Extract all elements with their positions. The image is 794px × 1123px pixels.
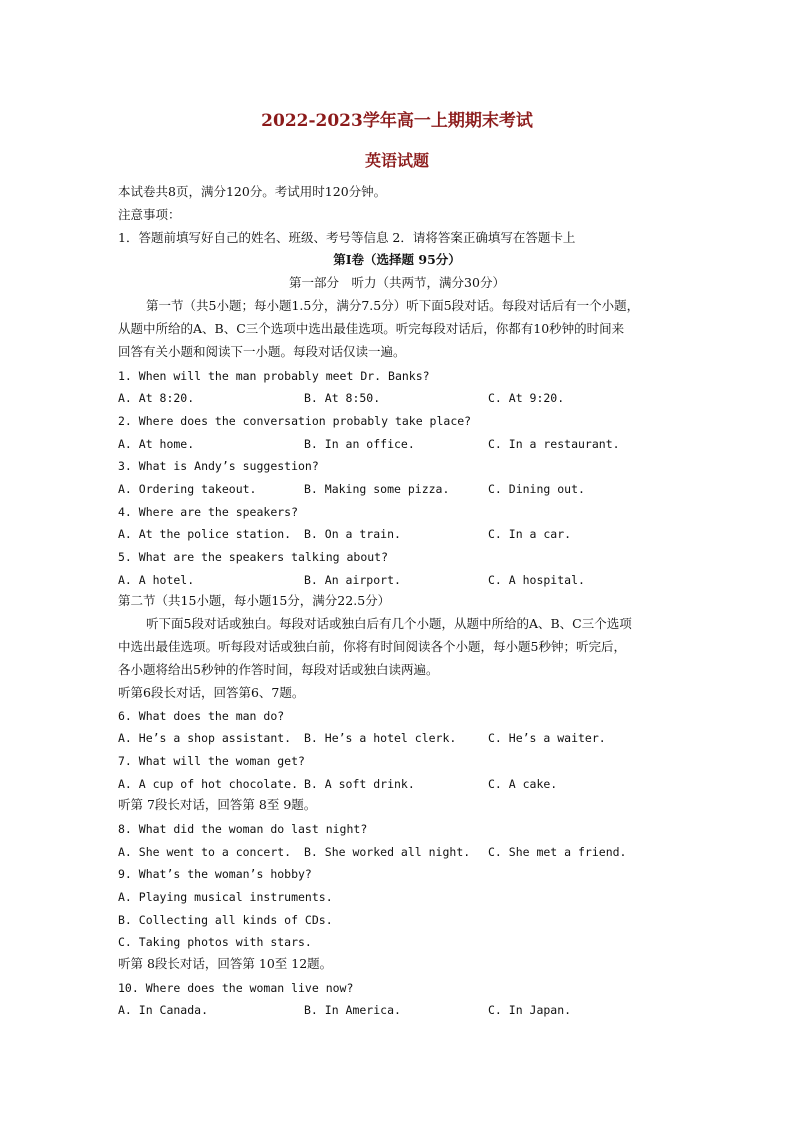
q1-option-c: C. At 9:20.: [488, 391, 565, 405]
notes-label: 注意事项：: [118, 207, 181, 222]
question-2: 2. Where does the conversation probably take place?: [118, 414, 472, 428]
q10-option-c: C. In Japan.: [488, 1003, 572, 1017]
q3-option-b: B. Making some pizza.: [304, 482, 450, 496]
exam-info-line: 本试卷共8页，满分120分。考试用时120分钟。: [118, 184, 387, 199]
q5-option-c: C. A hospital.: [488, 573, 585, 587]
q9-option-a: A. Playing musical instruments.: [118, 890, 333, 904]
question-3: 3. What is Andy’s suggestion?: [118, 459, 319, 473]
dialogue-6-heading: 听第6段长对话，回答第6、7题。: [118, 685, 305, 700]
q2-option-a: A. At home.: [118, 437, 195, 451]
notes-text: 1．答题前填写好自己的姓名、班级、考号等信息 2．请将答案正确填写在答题卡上: [118, 230, 576, 245]
q6-option-b: B. He’s a hotel clerk.: [304, 731, 457, 745]
q7-option-a: A. A cup of hot chocolate.: [118, 777, 299, 791]
section2-instructions-1: 听下面5段对话或独白。每段对话或独白后有几个小题，从题中所给的A、B、C三个选项: [146, 616, 632, 631]
q5-option-a: A. A hotel.: [118, 573, 195, 587]
question-8: 8. What did the woman do last night?: [118, 822, 368, 836]
q8-option-b: B. She worked all night.: [304, 845, 471, 859]
volume1-title: 第Ⅰ卷（选择题 95分）: [333, 252, 461, 267]
q8-option-a: A. She went to a concert.: [118, 845, 292, 859]
q1-option-b: B. At 8:50.: [304, 391, 381, 405]
q6-option-c: C. He’s a waiter.: [488, 731, 606, 745]
q7-option-b: B. A soft drink.: [304, 777, 415, 791]
q3-option-a: A. Ordering takeout.: [118, 482, 257, 496]
section1-instructions-2: 从题中所给的A、B、C三个选项中选出最佳选项。听完每段对话后，你都有10秒钟的时间来: [118, 321, 625, 336]
q4-option-c: C. In a car.: [488, 527, 572, 541]
q8-option-c: C. She met a friend.: [488, 845, 627, 859]
section1-instructions-1: 第一节（共5小题；每小题1.5分，满分7.5分）听下面5段对话。每段对话后有一个小题，: [146, 298, 640, 313]
question-4: 4. Where are the speakers?: [118, 505, 299, 519]
q6-option-a: A. He’s a shop assistant.: [118, 731, 292, 745]
question-6: 6. What does the man do?: [118, 709, 285, 723]
q10-option-a: A. In Canada.: [118, 1003, 209, 1017]
q4-option-b: B. On a train.: [304, 527, 401, 541]
section1-instructions-3: 回答有关小题和阅读下一小题。每段对话仅读一遍。: [118, 344, 406, 359]
part1-title: 第一部分 听力（共两节，满分30分）: [289, 275, 505, 290]
section2-title: 第二节（共15小题，每小题15分，满分22.5分）: [118, 593, 391, 608]
question-5: 5. What are the speakers talking about?: [118, 550, 389, 564]
dialogue-7-heading: 听第 7段长对话，回答第 8至 9题。: [118, 797, 317, 812]
question-9: 9. What’s the woman’s hobby?: [118, 867, 312, 881]
dialogue-8-heading: 听第 8段长对话，回答第 10至 12题。: [118, 956, 333, 971]
question-10: 10. Where does the woman live now?: [118, 981, 354, 995]
section2-instructions-2: 中选出最佳选项。听每段对话或独白前，你将有时间阅读各个小题，每小题5秒钟；听完后，: [118, 639, 626, 654]
q9-option-c: C. Taking photos with stars.: [118, 935, 312, 949]
q5-option-b: B. An airport.: [304, 573, 401, 587]
section2-instructions-3: 各小题将给出5秒钟的作答时间，每段对话或独白读两遍。: [118, 662, 439, 677]
q2-option-b: B. In an office.: [304, 437, 415, 451]
q9-option-b: B. Collecting all kinds of CDs.: [118, 913, 333, 927]
q2-option-c: C. In a restaurant.: [488, 437, 620, 451]
q4-option-a: A. At the police station.: [118, 527, 292, 541]
question-7: 7. What will the woman get?: [118, 754, 305, 768]
q1-option-a: A. At 8:20.: [118, 391, 195, 405]
question-1: 1. When will the man probably meet Dr. Banks?: [118, 369, 430, 383]
q3-option-c: C. Dining out.: [488, 482, 585, 496]
subject-title: 英语试题: [364, 151, 429, 170]
q7-option-c: C. A cake.: [488, 777, 558, 791]
q10-option-b: B. In America.: [304, 1003, 401, 1017]
exam-title: 2022-2023学年高一上期期末考试: [261, 111, 533, 131]
